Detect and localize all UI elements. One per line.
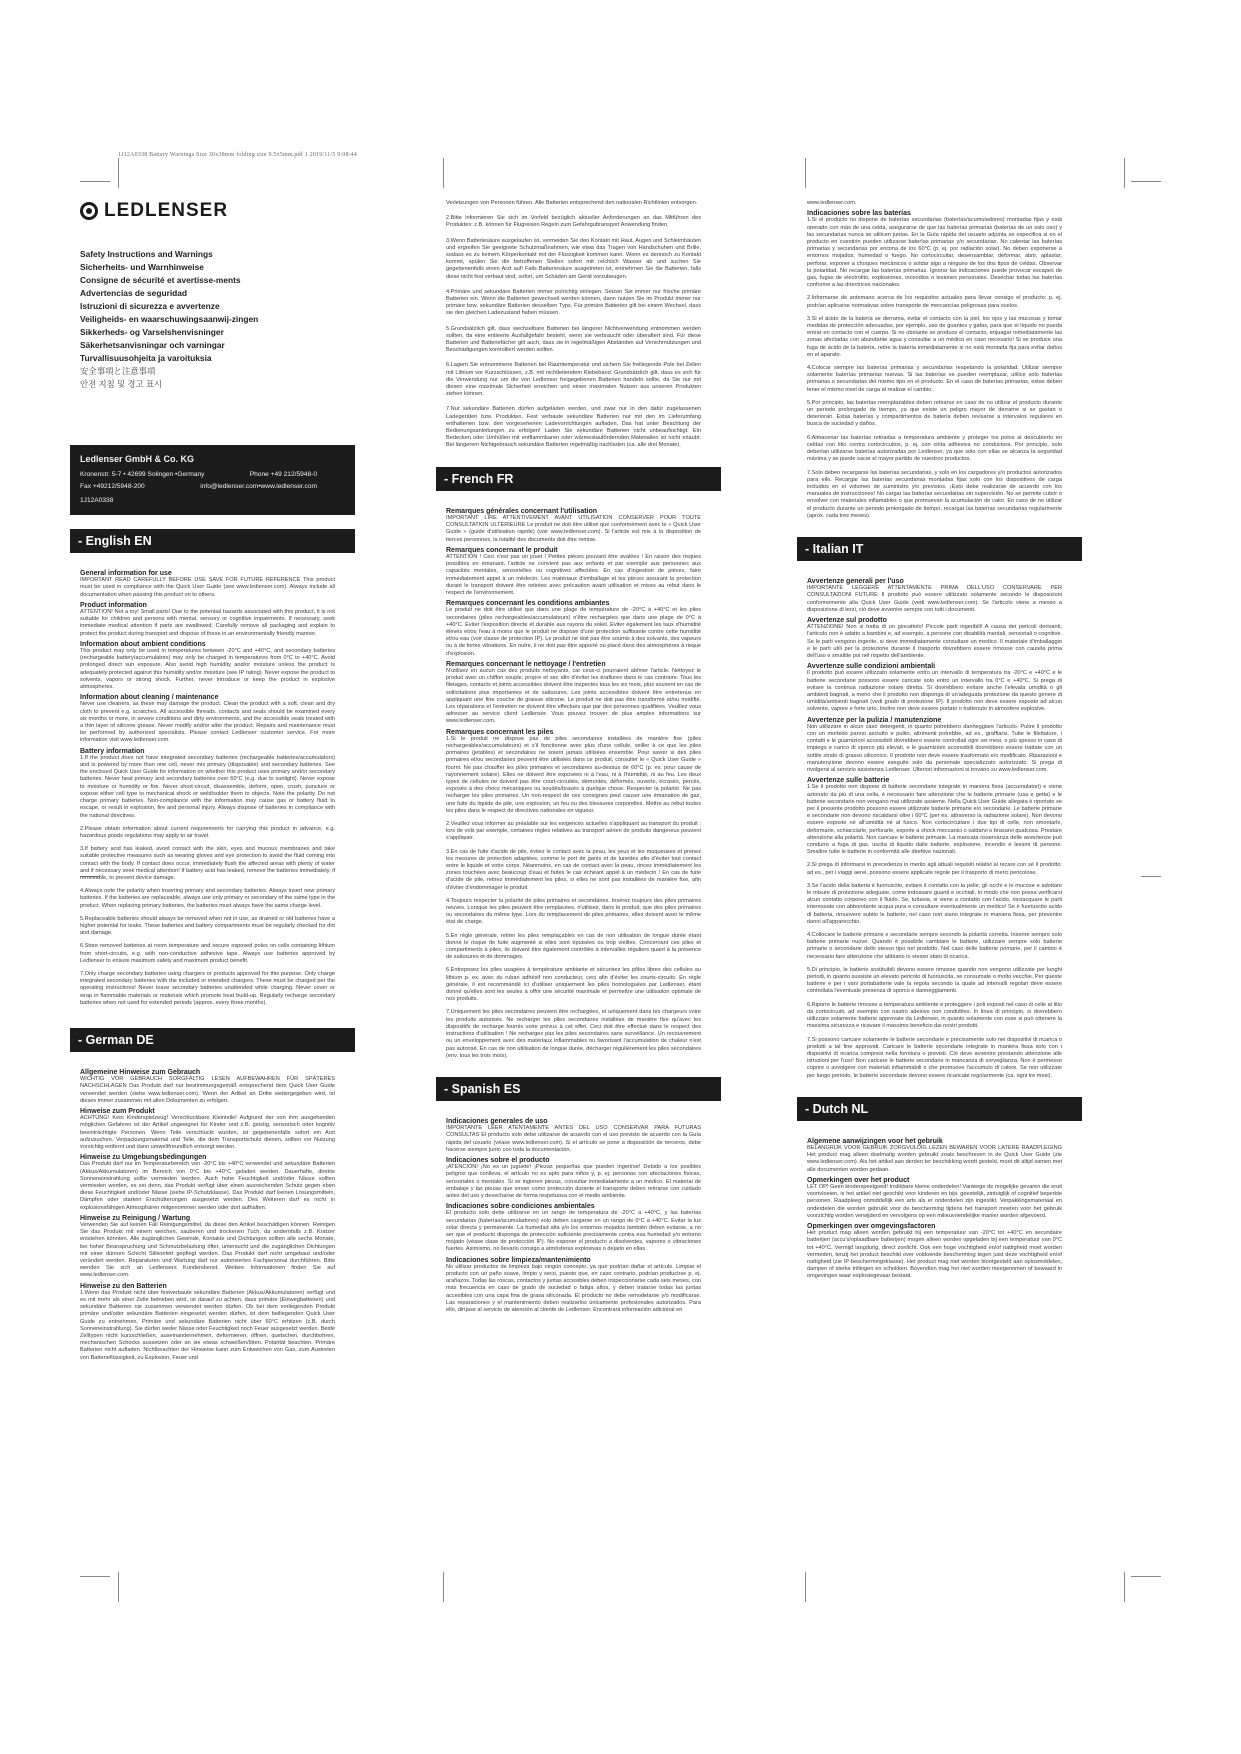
paragraph: 7.Solo deben recargarse las baterías secundarias, y solo en los cargadores y/o productos autorizados para ello. Recargar las baterías secundarias montadas fijas solo con los dispositivos de carga incluidos en el volumen de suministro y/o previstos. ¡Esto debe realizarse de acuerdo con los manuales de instrucciones! No cargar las baterías secundarias sin supervisión. No se permite cubrir o envolver con materiales inflamables o que promuevan la acumulación de calor. En caso de no utilizar el producto durante un periodo prolongado de tiempo, recargar las baterías secundarias regularmente (aprox. cada tres meses). <box>807 469 1062 519</box>
subsection-heading: Hinweise zu Reinigung / Wartung <box>80 1214 191 1222</box>
crop-mark <box>805 1572 806 1602</box>
section-heading-spanish: - Spanish ES <box>436 1077 721 1101</box>
paragraph: IMPORTANT READ CAREFULLY BEFORE USE SAVE FOR FUTURE REFERENCE This product must be used in compliance with the Quick User Guide (see www.ledlenser.com). Always include all documentation when passing this product on to others. <box>80 577 335 598</box>
logo-wordmark: LEDLENSER <box>104 200 229 221</box>
subsection-heading: Information about ambient conditions <box>80 640 206 648</box>
company-web: info@ledlenser.com•www.ledlenser.com <box>200 483 317 490</box>
title-line-japanese: 安全事項と注意事項 <box>80 366 156 376</box>
document-titles <box>80 248 335 391</box>
subsection-heading: Avvertenze sul prodotto <box>807 616 887 624</box>
german-section-continued <box>446 200 701 450</box>
italian-section-body <box>807 578 1062 1080</box>
paragraph: 1.Wenn das Produkt nicht über festverbaute sekundäre Batterien (Akkus/Akkumulatoren) verfügt und es mit mehr als einer Zelle betrieben wird, ist darauf zu achten, dass primäre (Einwegbatterien) und sekundäre Batterien nie zusammen verwendet werden dürfen. Ob bei dem vorliegenden Produkt primäre und/oder sekundäre Batterien eingesetzt werden dürfen, ist dem beiliegenden Quick User Guide zu entnehmen. Primäre und sekundäre Batterien nicht über 60°C erhitzen (z.B. durch Sonneneinstrahlung). Sie dürfen weder Nässe oder Feuchtigkeit noch Feuer ausgesetzt werden. Beide Zelltypen nicht kurzschließen, auseinandernehmen, deformieren, öffnen, quetschen, durchbohren, mechanischen Schocks aussetzen oder an sie etwas schweißen/löten. Polarität beachten. Primäre Batterien nicht aufladen. Nichtbeachten der Hinweise kann zum Entweichen von Gas, zum Austreten von Batterieflüssigkeit, zu Explosion, Feuer und <box>80 1289 335 1361</box>
paragraph: No utilizar productos de limpieza bajo ningún concepto, ya que podrían dañar el artículo. Limpiar el producto con un paño suave, limpio y seco, puesto que, en caso contrario, podrían producirse p. ej. arañazos. Todas las roscas, contactos y juntas accesibles deben inspeccionarse cada seis meses, con más frecuencia en caso de grado de suciedad o fatiga altos, y deben tratarse todas las juntas accesibles con una capa fina de grasa silicónada. El producto no debe remodelarse y/o modificarse. Las reparaciones y el mantenimiento deben realizarlos únicamente profesionales autorizados. Para ello, diríjase al servicio de atención al cliente de Ledlenser. Encontrará información adicional en <box>446 1263 701 1313</box>
paragraph: 4.Toujours respecter la polarité de piles primaires et secondaires. Insérez toujours des piles primaires neuves. Lorsque les piles peuvent être remplacées, n'utilisez, dans le produit, que des piles primaires ou secondaires du même type. Lors du remplacement de piles primaires, elles doivent avoir le même état de charge. <box>446 897 701 926</box>
paragraph: 3.Wenn Batteriesäure ausgelaufen ist, vermeiden Sie den Kontakt mit Haut, Augen und Schleimhäuten und ergreifen Sie geeignete Schutzmaßnahmen, wie etwa das Tragen von Handschuhen und Brille, sodass es zu keinem Körperkontakt mit der Flüssigkeit kommen kann. Wenn es dennoch zu Kontakt kommt, spülen Sie die betroffenen Stellen sofort mit reichlich Wasser ab und suchen Sie gegebenenfalls einen Arzt auf! Falls Batteriesäure ausgetreten ist, entnehmen Sie die Batterien, falls diese nicht fest verbaut sind, sofort, um Schäden am Gerät vorzubeugen. <box>446 237 701 280</box>
paragraph: 4.Always note the polarity when inserting primary and secondary batteries. Always insert new primary batteries. If the batteries are replaceable, always use only primary or secondary of the same type in the product. When replacing primary batteries, the batteries must always have the same charge level. <box>80 888 335 909</box>
subsection-heading: Remarques générales concernant l'utilisation <box>446 507 598 515</box>
title-line: Säkerhetsanvisningar och varningar <box>80 340 225 350</box>
crop-mark <box>1131 181 1161 182</box>
paragraph: El producto solo debe utilizarse en un rango de temperatura de -20°C a +40°C, y las baterías secundarias (baterías/acumuladores) solo deben cargarse en un rango de 0°C a +40°C. Evitar la luz solar directa y permanente. La humedad alta y/o los entornos mojados también deben evitarse, a no ser que el producto disponga de protección suficiente precisamente contra esa humedad y/o entorno mojado (véase clase de protección IP). No exponer el producto a disolventes, vapores o vibraciones fuertes. Asimismo, no llevarlo consigo a atmósferas explosivas o dejarlo en ellas. <box>446 1210 701 1253</box>
paragraph: Never use cleaners, as these may damage the product. Clean the product with a soft, clean and dry cloth to prevent e.g. scratches. All accessible threads, contacts and seals should be examined every six months or more, in severe conditions and dirty environments, and the accessible seals treated with a thin layer of silicone grease. Never modify and/or alter the product. Repairs and maintenance must be performed by authorized specialists. Please contact Ledlenser customer service. For more information visit www.ledlenser.com. <box>80 701 335 744</box>
title-line: Sikkerheds- og Varselshenvisninger <box>80 327 224 337</box>
company-phone: Phone +49 212/5948-0 <box>249 471 317 478</box>
title-line: Veiligheids- en waarschuwingsaanwij-zingen <box>80 314 259 324</box>
ledlenser-logo <box>80 200 335 222</box>
section-heading-german: - German DE <box>70 1028 355 1052</box>
paragraph: BELANGRIJK VOOR GEBRUIK ZORGVULDIG LEZEN BEWAREN VOOR LATERE RAADPLEGING Het product mag alleen doelmatig worden gebruikt zoals beschreven in de Quick User Guide (zie www.ledlenser.com). Als het artikel aan derden ter beschikking wordt gesteld, moet dit altijd samen met alle documenten worden gedaan. <box>807 1144 1062 1173</box>
paragraph: ACHTUNG! Kein Kinderspielzeug! Verschluckbare Kleinteile! Aufgrund der von ihm ausgehenden möglichen Gefahren ist der Artikel ungeeignet für Kinder und z.B. geistig, sensorisch oder kognitiv beeinträchtigte Personen. Wenn Teile verschluckt wurden, ist gegebenenfalls sofort ein Arzt aufzusuchen. Verpackungsmaterial und Teile, die dem Transportschutz dienen, sollten vor Nutzung vorsichtig entfernt und dann umweltfreundlich entsorgt werden. <box>80 1115 335 1150</box>
section-heading-english: - English EN <box>70 529 355 553</box>
title-line: Advertencias de seguridad <box>80 288 188 298</box>
spanish-section-continued <box>807 200 1062 520</box>
paragraph: Verwenden Sie auf keinen Fall Reinigungsmittel, da diese den Artikel beschädigen können. Reinigen Sie das Produkt mit einem weichen, sauberen und trockenen Tuch, da andernfalls z.B. Kratzer entstehen könnten. Alle zugänglichen Gewinde, Kontakte und Dichtungen sollten alle sechs Monate, bei hoher Beanspruchung und Schmutzbelastung öfter, untersucht und die zugänglichen Dichtungen mit einer dünnen Schicht Silikonfett gepflegt werden. Das Produkt darf nicht umgebaut und/oder verändert werden. Reparaturen und Wartung darf nur autorisiertes Fachpersonal durchführen. Bitte wenden Sie sich an Ledlensers Kundendienst. Weitere Informationen finden Sie auf www.ledlenser.com. <box>80 1222 335 1279</box>
column-3 <box>807 200 1062 1284</box>
subsection-heading: Avvertenze per la pulizia / manutenzione <box>807 716 942 724</box>
paragraph: 4.Collocare le batterie primarie e secondarie sempre secondo la polarità corretta. Inserire sempre solo batterie primarie nuove. Quando è possibile cambiare le batterie, utilizzare sempre solo batterie primarie o secondarie dello stesso tipo nel prodotto. Nel caso delle batterie primarie, per il cambio è necessario fare attenzione che abbiano lo stesso stato di ricarica. <box>807 932 1062 960</box>
paragraph: 4.Colocar siempre las baterías primarias y secundarias respetando la polaridad. Utilizar siempre solamente baterías primarias nuevas. Si las baterías se pueden reemplazar, utilice solo baterías primarias o secundarias del mismo tipo en el producto. En el caso de baterías primarias, estas deben tener el mismo nivel de carga al realizar el cambio. <box>807 365 1062 393</box>
subsection-heading: Algemene aanwijzingen voor het gebruik <box>807 1137 943 1145</box>
paragraph: ¡ATENCIÓN! ¡No es un juguete! ¡Piezas pequeñas que pueden ingerirse! Debido a los posibles peligros que conlleva, el artículo no es apto para niños y, p. ej. personas con afectaciones físicas, sensoriales o mentales. Si se ingieren piezas, consultar inmediatamente a un médico. El material de embalaje y las piezas que sirvan como protección durante el transporte deben retirarse con cuidado antes del uso y desecharse de forma respetuosa con el medio ambiente. <box>446 1164 701 1199</box>
subsection-heading: Indicaciones sobre limpieza/mantenimiento <box>446 1256 591 1264</box>
title-line: Sicherheits- und Warnhinweise <box>80 262 204 272</box>
paragraph: 5.En règle générale, retirer les piles remplaçables en cas de non utilisation de longue durée étant donné le risque de fuite augmenté si elles sont épuisées ou trop vieilles. Concernant ces piles et compartiments à piles, ils doivent être également contrôlés à intervalles réguliers quant à la présence de salissures et de dommages. <box>446 932 701 961</box>
subsection-heading: General information for use <box>80 570 172 577</box>
crop-mark <box>1131 1576 1161 1577</box>
crop-mark <box>80 181 110 182</box>
crop-mark <box>443 158 444 188</box>
subsection-heading: Indicaciones sobre el producto <box>446 1156 550 1164</box>
subsection-heading: Hinweise zum Produkt <box>80 1107 155 1115</box>
print-file-header: 1J12A0338 Battery Warnings Size 30x38mm folding size 9.5x5mm.pdf 1 2019/11/5 9:08:44 <box>118 152 357 158</box>
paragraph: 7.Only charge secondary batteries using chargers or products approved for this purpose. Only charge integrated secondary batteries with the included or intended chargers. These must be charged per the operating instructions! Never leave secondary batteries unattended while charging. Never cover or wrap in flammable materials or materials which promote heat build-up. Regularly recharge secondary batteries when not used for extended periods (approx. every three months). <box>80 970 335 1006</box>
paragraph: 3.If battery acid has leaked, avoid contact with the skin, eyes and mucous membranes and take suitable protective measures such as wearing gloves and eye protection to avoid the fluid coming into contact with the body. If contact does occur, immediately flush the affected areas with plenty of water and if necessary seek medical attention! If battery acid has leaked, remove the batteries immediately, if removable, to prevent device damage. <box>80 846 335 881</box>
crop-mark <box>805 158 806 188</box>
subsection-heading: Hinweise zu den Batterien <box>80 1282 167 1290</box>
paragraph: 2.Informarse de antemano acerca de los requisitos actuales para llevar consigo el producto: p. ej. podrían aplicarse normativas sobre transporte de mercancías peligrosas para vuelos. <box>807 295 1062 309</box>
subsection-heading: Remarques concernant le produit <box>446 546 558 554</box>
paragraph: 1.Si el producto no dispone de baterías secundarias (baterías/acumuladores) montadas fijas y está operado con más de una celda, asegurarse de que las baterías primarias (baterías de un solo uso) y las secundarias nunca se utilicen juntas. En la Guía rápida del usuario adjunta se especifica si en el producto en cuestión pueden utilizarse baterías primarias y/o secundarias. No calentar las baterías primarias y secundarias por encima de los 60°C (p. ej. por radiación solar). No deben exponerse a entornos mojados, humedad o fuego. No cortocircuitar, desensamblar, deformar, abrir, aplastar, perforar, exponer a choques mecánicos o soldar algo a ninguno de los dos tipos de celdas. Observar la polaridad. No recargar las baterías primarias. Ignorar las indicaciones puede provocar escapes de gas, fugas de electrolito, explosiones, incendios o lesiones personales. Desechar todas las baterías conforme a las directrices nacionales. <box>807 217 1062 289</box>
crop-mark <box>118 1572 119 1602</box>
crop-mark <box>1141 876 1161 877</box>
subsection-heading: Product information <box>80 601 147 609</box>
paragraph: 3.Si el ácido de la batería se derrama, evitar el contacto con la piel, los ojos y las mucosas y tomar medidas de protección adecuadas, por ejemplo, uso de guantes y gafas, para que el líquido no pueda entrar en contacto con el cuerpo. Si no obstante se produce el contacto, enjuagar inmediatamente las zonas afectadas con abundante agua y consultar a un médico en caso necesario! Si se produce una fuga de ácido de la batería, retire la batería inmediatamente si no está montada fija para evitar daños en el aparato. <box>807 315 1062 358</box>
paragraph: 6.Almacenar las baterías retiradas a temperatura ambiente y proteger los polos al descubierto en celdas con litio contra cortocircuitos, p. ej. con cinta adhesiva no conductora. Por principio, solo deberían utilizarse baterías autorizadas por Ledlenser, ya que solo con ellas se alcanza la seguridad máxima y se puede sacar el mayor partido de nuestros productos. <box>807 434 1062 463</box>
paragraph: 6.Store removed batteries at room temperature and secure exposed poles on cells containing lithium from short-circuits, e.g. with non-conductive adhesive tape. Always use batteries approved by Ledlenser to ensure maximum safety and maximum product benefit. <box>80 943 335 964</box>
paragraph: 5.Grundsätzlich gilt, dass wechselbare Batterien bei längerer Nichtverwendung entnommen werden sollten, da eine entleerte Ausfallgefahr besteht, wenn sie verbraucht oder überaltert sind. Für diese Batterien und Batteriefächer gilt auch, dass sie in regelmäßigen Abständen auf Verschmutzungen und Beschädigungen kontrolliert werden sollten. <box>446 325 701 354</box>
crop-mark <box>1124 1572 1125 1602</box>
paragraph: Verletzungen von Personen führen. Alle Batterien entsprechend den nationalen Richtlinien entsorgen. <box>446 200 698 206</box>
paragraph: 1.Se il prodotto non dispone di batterie secondarie integrate in maniera fissa (accumulatori) e viene azionato da più di una cella, è necessario fare attenzione che le batterie primarie (usa e getta) e le batterie secondarie non vengano mai utilizzate assieme. Nella Quick User Guide allegata è riportato se per il presente prodotto possono essere utilizzate batterie primarie e/o secondarie. Le batterie primarie e secondarie non devono riscaldarsi oltre i 60°C (per es. attraverso la radiazione solare). Non devono essere esposte né all'umidità né al fuoco. Non cortocircuitare i due tipi di celle, non smontarle, deformarle, schiacciarle, perforarle, esporle a shock meccanici o saldarvi o brasarvi qualcosa. Prestare attenzione alla polarità. Non caricare le batterie primarie. La mancata osservanza delle avvertenze può condurre a fuga di gas, uscita di liquido dalle batterie, esplosione, incendio e lesioni di persone. Smaltire tutte le batterie in conformità alle direttive nazionali. <box>807 784 1062 856</box>
subsection-heading: Indicaciones sobre las baterías <box>807 210 911 218</box>
subsection-heading: Remarques concernant les conditions ambiantes <box>446 600 610 608</box>
paragraph: www.ledlenser.com. <box>807 200 857 206</box>
paragraph: 6.Lagern Sie entnommene Batterien bei Raumtemperatur und sichern Sie freiliegende Pole bei Zellen mit Lithium vor Kurzschlüssen, z.B. mit nichtleitendem Klebeband. Grundsätzlich gilt, dass es sich für die Verwendung nur um die von Ledlenser freigegebenen Batterien handeln sollte, da Sie nur mit diesen eine maximale Sicherheit erreichen und einen maximalen Nutzen aus unseren Produkten ziehen können. <box>446 362 701 398</box>
paragraph: 5.Di principio, le batterie sostituibili devono essere rimosse quando non vengono utilizzate per lunghi periodi, in quanto sussiste un elevato pericolo di fuoriuscita, se consumate o molto vecchie. Per queste batterie e per i vani portabatterie vale la regola secondo la quale ad intervalli regolari deve essere controllata l'eventuale presenza di sporco e danneggiamenti. <box>807 966 1062 995</box>
paragraph: 7.Uniquement les piles secondaires peuvent être rechargées, et uniquement dans les chargeurs voire les produits autorisés. Ne recharger les piles secondaires installées de manière fixe qu'avec les dispositifs de recharge fournis voire prévus à cet effet. Ceci doit être effectué dans le respect des instructions d'utilisation ! Ne rechargez pas les piles secondaires sans surveillance. Un recouvrement ou un enveloppement avec des matériaux inflammables ou favorisant l'accumulation de chaleur n'est pas autorisé. En cas de non utilisation de longue durée, décharger régulièrement les piles secondaires (env. tous les trois mois). <box>446 1009 701 1059</box>
crop-mark <box>443 1572 444 1602</box>
title-line: Turvallisuusohjeita ja varoituksia <box>80 353 212 363</box>
french-section-body <box>446 508 701 1060</box>
german-section-body <box>80 1069 335 1362</box>
section-heading-french: - French FR <box>436 467 721 491</box>
subsection-heading: Indicaciones sobre condiciones ambientales <box>446 1203 595 1211</box>
paragraph: This product may only be used in temperatures between -20°C and +40°C, and secondary batteries (rechargeable battery/accumulators) may only be charged in temperatures from 0°C to +40°C. Avoid prolonged direct sun exposure. Also avoid high humidity and/or moisture unless the product is adequately protected against this humidity and/or moisture (see IP rating). Never expose the product to solvents, vapors or strong shock. Further, never introduce or keep the product in explosive atmospheres. <box>80 648 335 691</box>
subsection-heading: Allgemeine Hinweise zum Gebrauch <box>80 1068 201 1076</box>
section-heading-italian: - Italian IT <box>797 537 1082 561</box>
company-name: Ledlenser GmbH & Co. KG <box>80 454 195 464</box>
paragraph: 5.Replaceable batteries should always be removed when not in use, as drained or old batteries have a higher potential for leaks. These batteries and battery compartments must be regularly checked for dirt and damage. <box>80 915 335 937</box>
column-1 <box>80 200 335 1365</box>
paragraph: 7.Si possono caricare solamente le batterie secondarie e precisamente solo nei dispositivi di ricarica o prodotti a tal fine approvati. Caricare le batterie secondarie integrate in maniera fissa solo con i dispositivi di ricarica compresi nella fornitura o previsti. Ciò deve avvenire prestando attenzione alle istruzioni per l'uso! Non caricare le batterie secondarie in mancanza di sorveglianza. Non è permesso coprire o avvolgere con materiali infiammabili o che promuove l'accumulo di calore. Se non utilizzate per lungo periodo, le batterie secondarie devono essere ricaricate regolarmente (ca. ogni tre mesi). <box>807 1036 1062 1079</box>
section-heading-dutch: - Dutch NL <box>797 1097 1082 1121</box>
paragraph: 2.Si prega di informarsi in precedenza in merito agli attuali requisiti relativi al recare con sé il prodotto: ad es., per i viaggi aerei, possono essere applicate regole per il trasporto di merci pericolose. <box>807 862 1062 876</box>
paragraph: 2.Bitte informieren Sie sich im Vorfeld bezüglich aktueller Anforderungen an das Mitführen des Produktes: z.B. können für Flugreisen Regeln zum Gefahrguttransport Anwendung finden. <box>446 215 701 229</box>
paragraph: 5.Por principio, las baterías reemplazables deben retirarse en caso de no utilizar el producto durante un periodo prolongado de tiempo, ya que existe un peligro mayor de derrame si se gastan o deterioran. Estas baterías y compartimentos de batería deben revisarse a intervalos regulares en busca de suciedad y daños. <box>807 399 1062 428</box>
paragraph: N'utilisez en aucun cas des produits nettoyants, car ceux-ci pourraient abîmer l'article. Nettoyez le produit avec un chiffon souple, propre et sec afin d'éviter les éraflures dans le cas contraire. Tous les filetages, contacts et joints accessibles doivent être inspectés tous les six mois, plus souvent en cas de sollicitations plus importantes et de salissures. Les joints accessibles doivent être entretenus en appliquant une fine couche de graisse silicone. Le produit ne doit pas être transformé et/ou modifié. Les réparations et l'entretien ne doivent être effectués que par des personnes qualifiées. Veuillez vous adresser au service client Ledlenser. Vous pouvez trouver de plus amples informations sur www.ledlenser.com. <box>446 667 701 725</box>
subsection-heading: Opmerkingen over omgevingsfactoren <box>807 1222 936 1230</box>
subsection-heading: Remarques concernant le nettoyage / l'entretien <box>446 660 606 668</box>
company-fax: Fax +49212/5948-200 <box>80 483 145 490</box>
paragraph: 1.Si le produit ne dispose pas de piles secondaires installées de manière fixe (piles rechargeables/accumulateurs) et s'il fonctionne avec plus d'une cellule, veiller à ce que les piles primaires (jetables) et secondaires ne soient jamais utilisées ensemble. Pour savoir si des piles primaires et/ou secondaires peuvent être utilisées dans ce produit, consulter le « Quick User Guide » fourni. Ne pas chauffer les piles primaires et secondaires au-dessus de 60°C (p. ex. pour cause de rayonnement solaire). Elles ne doivent être exposées ni à l'eau, ni à l'humidité, ni au feu. Les deux types de cellules ne doivent pas être court-circuités, démontés, déformés, ouverts, écrasés, percés, exposés à des chocs mécaniques ou soudés/brasés à quelque chose. Respecter la polarité. Ne pas recharger les piles primaires. Un non-respect de ces consignes peut causer une émanation de gaz, une fuite du liquide de pile, une explosion, un feu ou des blessures corporelles. Mettre au rebut toutes les piles dans le respect de directives nationales en vigueur. <box>446 735 701 814</box>
subsection-heading: Hinweise zu Umgebungsbedingungen <box>80 1154 207 1162</box>
subsection-heading: Avvertenze sulle condizioni ambientali <box>807 663 936 671</box>
subsection-heading: Information about cleaning / maintenance <box>80 694 219 702</box>
ledlenser-logo-icon <box>80 202 98 220</box>
subsection-heading: Battery information <box>80 747 145 755</box>
paragraph: ATTENTION ! Ceci n'est pas un jouet ! Petites pièces pouvant être avalées ! En raison des risques possibles en émanant, l'article ne convient pas aux enfants et par exemple aux personnes aux capacités mentales, sensorielles ou cognitives affectées. En cas d'ingestion de pièces, faire immédiatement appel à un médecin. Les matériaux d'emballage et les pièces assurant la protection durant le transport doivent être retirées avec précaution avant utilisation et mises au rebut dans le respect de l'environnement. <box>446 553 701 596</box>
document-code: 1J12A0338 <box>80 497 114 504</box>
paragraph: ATTENZIONE! Non si tratta di un giocattolo! Piccole parti ingeribili! A causa dei pericoli derivanti, l'articolo non è adatto a bambini e, ad esempio, a persone con disabilità mentali, sensoriali o cognitive. Se le parti vengono ingerite, si deve immediatamente consultare un medico. Il materiale d'imballaggio e le parti utili per la protezione durante il trasporto dovrebbero essere rimosse con cautela prima dell'uso e smaltite poi nel rispetto dell'ambiente. <box>807 624 1062 659</box>
paragraph: 1.If the product does not have integrated secondary batteries (rechargeable batteries/accumulators) and is powered by more than one cell, never mix primary (disposable) and secondary batteries. See the enclosed Quick User Guide for information on whether this product uses primary and/or secondary batteries. Never heat primary and secondary batteries over 60°C (e.g. due to sunlight). Never expose to moisture or humidity or fire. Never short-circuit, disassemble, deform, open, crush, puncture or expose either cell type to mechanical shock or weld/solder them to objects. Note the polarity. Do not charge primary batteries. Non-compliance with the information may cause gas or battery fluid to escape, or result in explosion, fire and personal injury. Always dispose of batteries in compliance with the national directives. <box>80 754 335 819</box>
paragraph: IMPORTANTE LEER ATENTAMENTE ANTES DEL USO CONSERVAR PARA FUTURAS CONSULTAS El producto solo debe utilizarse de acuerdo con el uso previsto de acuerdo con la Guía rápida del usuario (véase www.ledlenser.com). Si el artículo se pone a disposición de terceros, debe hacerse siempre junto con toda la documentación. <box>446 1125 701 1153</box>
paragraph: 6.Riporre le batterie rimosse a temperatura ambiente e proteggere i poli esposti nel caso di celle al litio da cortocircuiti, ad esempio con nastro adesivo non conduttivo. In linea di principio, si dovrebbero utilizzare solamente batterie approvate da Ledlenser, in quanto solamente con esse si può ottenere la massima sicurezza e ricavare il massimo beneficio dai nostri prodotti. <box>807 1001 1062 1030</box>
title-line: Istruzioni di sicurezza e avvertenze <box>80 301 220 311</box>
paragraph: Le produit ne doit être utilisé que dans une plage de température de -20°C à +40°C et les piles secondaires (piles rechargeables/accumulateurs) n'être rechargées que dans une plage de 0°C à +40°C. Éviter l'exposition directe et durable aux rayons du soleil. Éviter également les taux d'humidité élevés et/ou l'eau à moins que le produit ne dispose d'une protection suffisante contre cette humidité et/ou eau (voir classe de protection IP). Le produit ne doit pas être soumis à des solvants, des vapeurs ou à de fortes vibrations. En outre, il ne doit pas être apporté ou placé dans des atmosphères à risque d'explosion. <box>446 607 701 657</box>
title-line-korean: 안전 지침 및 경고 표시 <box>80 379 163 389</box>
company-info-box <box>70 445 355 515</box>
paragraph: WICHTIG VOR GEBRAUCH SORGFÄLTIG LESEN AUFBEWAHREN FÜR SPÄTERES NACHSCHLAGEN Das Produkt darf nur bestimmungsgemäß entsprechend dem Quick User Guide verwendet werden (siehe www.ledlenser.com). Wenn der Artikel an Dritte weitergegeben wird, ist dieses immer zusammen mit allen Dokumenten zu erfolgen. <box>80 1076 335 1104</box>
dutch-section-body <box>807 1138 1062 1281</box>
spanish-section-body <box>446 1118 701 1314</box>
paragraph: 7.Nur sekundäre Batterien dürfen aufgeladen werden, und zwar nur in den dafür zugelassenen Ladegeräten bzw. Produkten. Fest verbaute sekundäre Batterien nur mit den im Lieferumfang enthaltenen bzw. den vorgesehenen Ladevorrichtungen aufladen. Das hat unter Beachtung der Bedienungsanleitungen zu erfolgen! Laden Sie sekundäre Batterien nicht unbeaufsichtigt. Ein Bedecken oder Umhüllen mit entflammbaren oder wärmestaufördernden Materialien ist nicht erlaubt. Bei längerem Nichtgebrauch sekundäre Batterien regelmäßig nachladen (ca. alle drei Monate). <box>446 406 701 449</box>
paragraph: LET OP! Geen kinderspeelgoed! Inslikbare kleine onderdelen! Vanwege de mogelijke gevaren die eruit voortvloeien, is het artikel niet geschikt voor kinderen en bijv. geestelijk, zintuiglijk of cognitief beperkte personen. Raadpleeg onmiddellijk een arts als er onderdelen zijn ingeslikt. Verpakkingsmateriaal en onderdelen die worden gebruikt voor de bescherming tijdens het transport moeten voor het gebruik voorzichtig worden verwijderd en vervolgens op een milieuvriendelijke manier worden afgevoerd. <box>807 1183 1062 1219</box>
crop-mark <box>80 1576 110 1577</box>
english-section-body <box>80 570 335 1007</box>
subsection-heading: Avvertenze sulle batterie <box>807 777 890 785</box>
title-line: Consigne de sécurité et avertisse-ments <box>80 275 241 285</box>
paragraph: Il prodotto può essere utilizzato solamente entro un intervallo di temperatura tra -20°C e +40°C e le batterie secondarie possono essere caricate solo entro un intervallo tra 0°C e +40°C. Si prega di evitare la continua radiazione solare diretta. Si dovrebbero evitare anche l'elevata umidità o gli ambienti bagnati, a meno che il prodotto non disponga di un'adeguata protezione da questo genere di umidità/ambienti bagnati (vedi grado di protezione IP). Il prodotto non deve essere esposto ad alcun solvente, vapore e forte urto. Inoltre non deve essere portato o trattenuto in atmosfere esplosive. <box>807 670 1062 713</box>
paragraph: Het product mag alleen worden gebruikt bij een temperatuur van -20°C tot +40°C en secundaire batterijen (accu's/oplaadbare batterijen) mogen alleen worden opgeladen bij een temperatuur van 0°C tot +40°C. Vermijd langdurig, direct zonlicht. Ook een hoge vochtigheid en/of nattigheid moet worden vermeden, tenzij het product beschikt over voldoende bescherming tegen juist deze vochtigheid en/of nattigheid (zie IP-beschermingsklasse). Het product mag niet worden blootgesteld aan oplosmiddelen, dampen of sterke trillingen en schokken. Bovendien mag het niet worden meegenomen of bewaard in omgevingen waar explosiegevaar bestaat. <box>807 1230 1062 1280</box>
paragraph: 6.Entreposez les piles usagées à température ambiante et sécurisez les pôles libres des cellules au lithium p. ex. avec du ruban adhésif non conducteur, ceci afin d'éviter les courts-circuits. En règle générale, il est recommandé ici d'utiliser uniquement les piles homologuées par Ledlenser, étant donné qu'elles sont les seules à offrir une sécurité maximale et permettre une utilisation optimale de nos produits. <box>446 967 701 1003</box>
subsection-heading: Remarques concernant les piles <box>446 728 554 736</box>
subsection-heading: Avvertenze generali per l'uso <box>807 577 904 585</box>
paragraph: Non utilizzare in alcun caso detergenti, in quanto potrebbero danneggiare l'articolo. Pulire il prodotto con un morbido panno asciutto e pulito, altrimenti potrebbe, ad es., graffiarsi. Tutte le filettature, i contatti e le guarnizioni accessibili dovrebbero essere controllati ogni sei mesi, o più spesso in caso di impiego e carico di sporco più elevati, e le guarnizioni accessibili dovrebbero essere trattate con un sottile strato di grasso siliconico. Il prodotto non deve essere trasformato e/o modificato. Riparazioni e manutenzione devono essere eseguite solo da personale specializzato autorizzato. Si prega di rivolgersi al servizio assistenza Ledlenser. Ulteriori informazioni si trovano su www.ledlenser.com. <box>807 723 1062 773</box>
paragraph: 3.Se l'acido della batteria è fuoriuscito, evitare il contatto con la pelle, gli occhi e le mucose e adottare le misure di protezione adeguate, come indossare guanti e occhiali, in modo che non possa verificarsi alcun contatto corporeo con il fluido. Se, tuttavia, si viene a contatto con l'acido, risciacquare le parti interessate con abbondante acqua pura e consultare eventualmente un medico! Se è fuoriuscito acido di batteria, rimuovere subito le batterie, nel caso non siano integrate in maniera fissa, per prevenire danni all'apparecchio. <box>807 882 1062 925</box>
crop-mark <box>118 158 119 188</box>
crop-mark <box>1124 158 1125 188</box>
title-line: Safety Instructions and Warnings <box>80 249 213 259</box>
column-2 <box>446 200 701 1317</box>
paragraph: 4.Primäre und sekundäre Batterien immer polrichtig einlegen. Setzen Sie immer nur frische primäre Batterien ein. Wenn die Batterien gewechselt werden können, dann nutzen Sie im Produkt immer nur primäre bzw. sekundäre Batterien desselben Typs. Für primäre Batterien gilt bei einem Wechsel, dass sie den gleichen Ladezustand haben müssen. <box>446 288 701 317</box>
paragraph: 2.Please obtain information about current requirements for carrying this product in advance, e.g. hazardous goods regulations may apply to air travel. <box>80 825 335 839</box>
company-address: Kronenstr. 5-7 • 42699 Solingen •Germany <box>80 471 205 478</box>
paragraph: IMPORTANTE LEGGERE ATTENTAMENTE PRIMA DELL'USO CONSERVARE PER CONSULTAZIONI FUTURE Il prodotto può essere utilizzato solamente secondo le disposizioni conformemente alla Quick User Guide (vedi www.ledlenser.com). Se l'articolo viene a messo a disposizione di terzi, ciò deve avvenire sempre con tutti i documenti. <box>807 585 1062 613</box>
subsection-heading: Indicaciones generales de uso <box>446 1117 548 1125</box>
paragraph: 3.En cas de fuite d'acide de pile, évitez le contact avec la peau, les yeux et les muqueuses et prenez les mesures de protection adaptées, comme le port de gants et de lunettes afin d'éviter tout contact entre le liquide et votre corps. Néanmoins, en cas de contact avec la peau, rincez immédiatement les zones touchées avec beaucoup d'eau et faites le cas échéant appel à un médecin ! En cas de fuite d'acide de pile, retirez immédiatement les piles, si elles ne sont pas installées de manière fixe, afin d'éviter d'endommager le produit. <box>446 848 701 891</box>
paragraph: Das Produkt darf nur im Temperaturbereich von -20°C bis +40°C verwendet und sekundäre Batterien (Akkus/Akkumulatoren) im Bereich von 0°C bis +40°C geladen werden. Dauerhafte, direkte Sonneneinstrahlung sollte vermieden werden. Auch hohe Feuchtigkeit und/oder Nässe sollten vermieden werden, es sei denn, das Produkt verfügt über einen ausreichenden Schutz gegen eben diese Feuchtigkeit und/oder Nässe (siehe IP-Schutzklasse). Das Produkt darf keinen Lösungsmitteln, Dämpfen oder starken Erschütterungen ausgesetzt werden. Des Weiteren darf es nicht in explosionsfähigen Atmosphären mitgenommen werden oder dort aufhalten. <box>80 1161 335 1211</box>
subsection-heading: Opmerkingen over het product <box>807 1176 910 1184</box>
paragraph: IMPORTANT LIRE ATTENTIVEMENT AVANT UTILISATION CONSERVER POUR TOUTE CONSULTATION ULTÉRIEURE Le produit ne doit être utilisé que conformément avec le « Quick User Guide » (guide d'utilisation rapide) (voir www.ledlenser.com). Si l'article est mis à la disposition de tierces personnes, la totalité des documents doit être remise. <box>446 514 701 543</box>
paragraph: 2.Veuillez vous informer au préalable sur les exigences actuelles s'appliquant au transport du produit ; lors de vols par exemple, certaines règles relatives au transport aérien de produits dangereux peuvent s'appliquer. <box>446 821 701 842</box>
paragraph: ATTENTION! Not a toy! Small parts! Due to the potential hazards associated with this product, it is not suitable for children and persons with mental, sensory or cognitive impairments. If necessary, seek immediate medical attention if parts are swallowed. Carefully remove all packaging and explain to protect the product during transport and dispose of these in an environmentally friendly manner. <box>80 609 335 637</box>
